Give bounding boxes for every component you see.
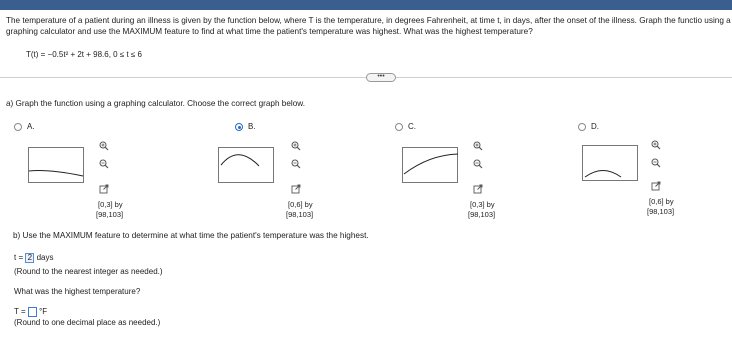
option-d-radio[interactable] (578, 123, 586, 131)
t-unit: days (36, 253, 54, 263)
zoom-out-icon[interactable] (651, 158, 661, 168)
T-answer-row (14, 307, 47, 317)
T-answer-field[interactable] (28, 307, 37, 317)
popout-icon[interactable] (651, 181, 661, 191)
zoom-out-icon[interactable] (99, 159, 109, 169)
option-a-label: A. (27, 122, 35, 131)
zoom-out-icon[interactable] (291, 159, 301, 169)
header-bar (0, 0, 732, 10)
option-a-graph (28, 147, 84, 183)
option-a-window-x: [0,3] by (98, 200, 123, 209)
t-answer-field[interactable]: 2 (25, 253, 34, 263)
part-b-question: b) Use the MAXIMUM feature to determine at what time the patient's temperature was the highest. (13, 231, 369, 240)
option-b-graph (218, 147, 274, 183)
popout-icon[interactable] (99, 184, 109, 194)
option-d-label: D. (591, 122, 599, 131)
part-a-question: a) Graph the function using a graphing calculator. Choose the correct graph below. (6, 99, 306, 108)
option-b-window-y: [98,103] (286, 210, 314, 219)
expand-button[interactable]: ••• (366, 73, 396, 82)
zoom-in-icon[interactable] (473, 141, 483, 151)
function-formula: T(t) = −0.5t² + 2t + 98.6, 0 ≤ t ≤ 6 (26, 50, 142, 59)
option-c-radio[interactable] (395, 123, 403, 131)
option-c-window-y: [98,103] (468, 210, 496, 219)
option-c-graph (402, 147, 458, 183)
problem-statement: The temperature of a patient during an illness is given by the function below, where T is the temperature, in degrees Fahrenheit, at time t, in days, after the onset of the illness. Graph the functio using a graphing calculator and use the MAXIMUM feature to find at what time the patient's temperature was highest. What was the highest temperature? (6, 16, 731, 36)
option-c-label: C. (408, 122, 416, 131)
T-hint: (Round to one decimal place as needed.) (14, 318, 161, 327)
zoom-in-icon[interactable] (291, 141, 301, 151)
T-unit: °F (39, 307, 48, 317)
zoom-out-icon[interactable] (473, 159, 483, 169)
option-c-window-x: [0,3] by (470, 200, 495, 209)
option-a-radio[interactable] (14, 123, 22, 131)
t-hint: (Round to the nearest integer as needed.) (14, 267, 163, 276)
option-a-window-y: [98,103] (96, 210, 124, 219)
zoom-in-icon[interactable] (99, 141, 109, 151)
zoom-in-icon[interactable] (651, 140, 661, 150)
option-b-window-x: [0,6] by (288, 200, 313, 209)
T-prefix: T = (14, 307, 26, 317)
option-d-window-x: [0,6] by (649, 197, 674, 206)
popout-icon[interactable] (473, 184, 483, 194)
t-answer-row (14, 253, 54, 263)
option-b-radio[interactable] (235, 123, 243, 131)
t-prefix: t = (14, 253, 24, 263)
option-d-graph (582, 145, 638, 181)
option-b-label: B. (248, 122, 256, 131)
option-d-window-y: [98,103] (647, 207, 675, 216)
temperature-question: What was the highest temperature? (14, 287, 141, 296)
popout-icon[interactable] (291, 184, 301, 194)
